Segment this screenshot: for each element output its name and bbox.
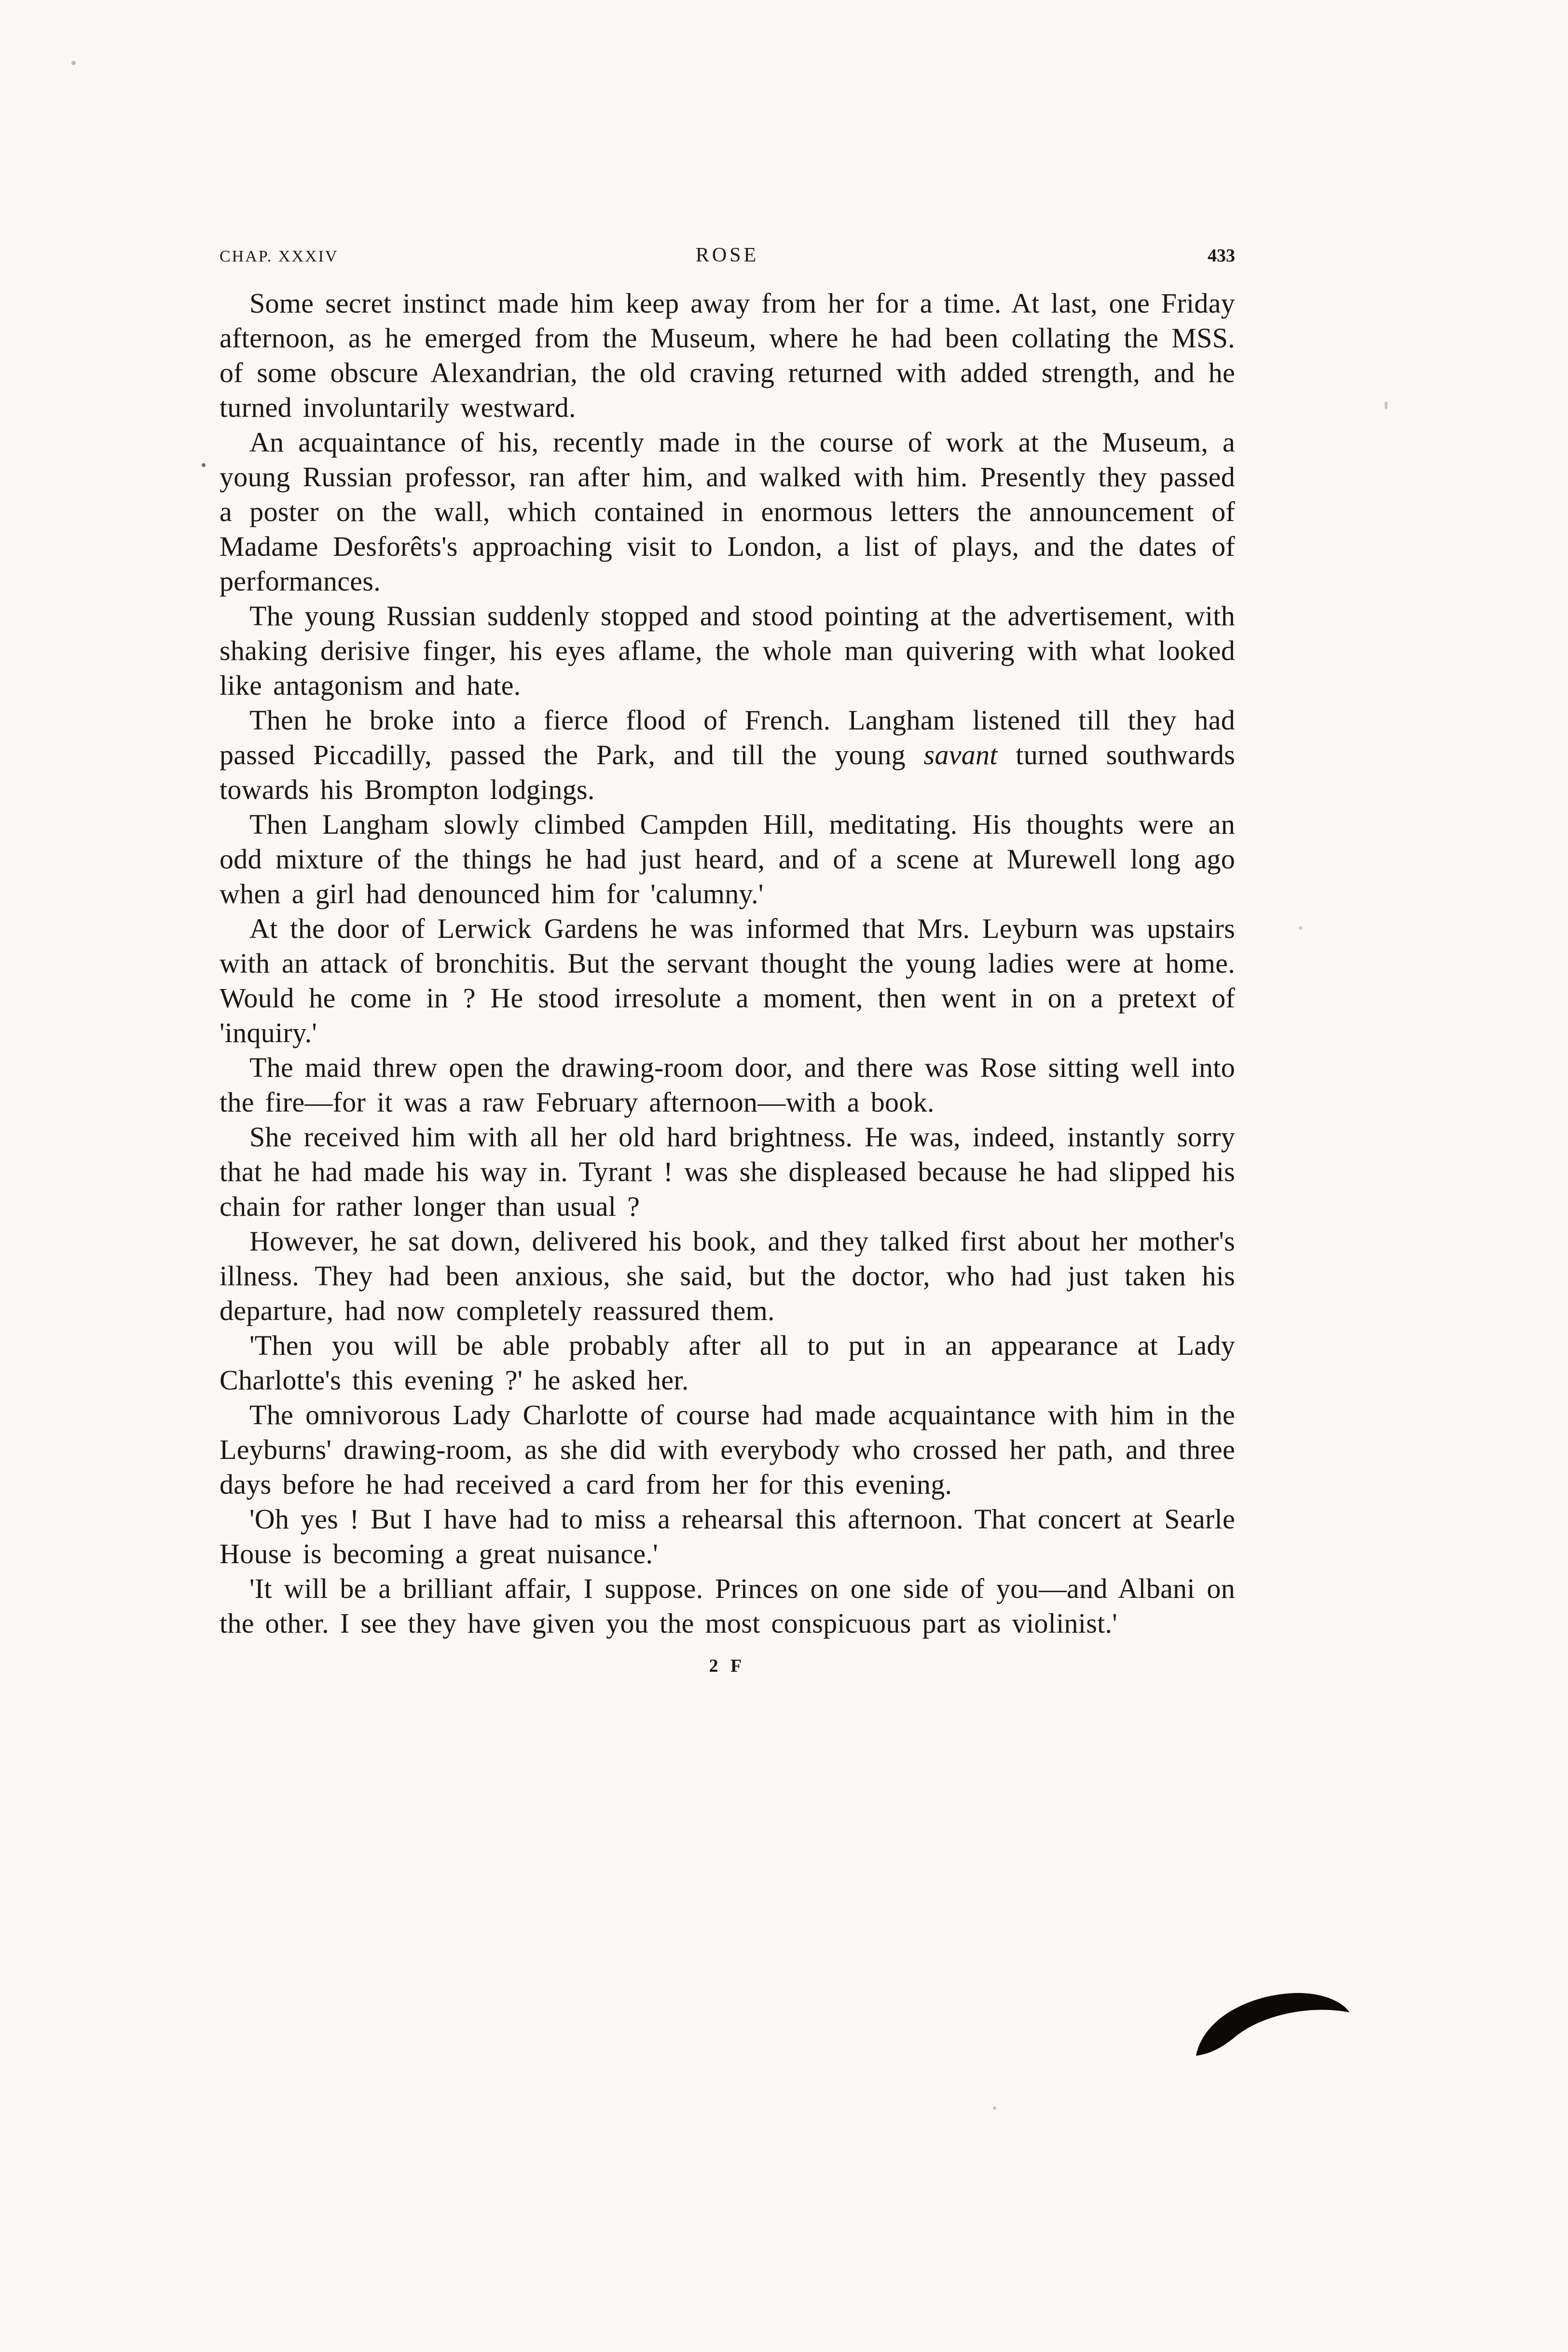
page-header xyxy=(220,244,1235,267)
paragraph: Then Langham slowly climbed Campden Hill, meditating. His thoughts were an odd mixture of the things he had just heard, and of a scene at Murewell long ago when a girl had denounced him for 'calumny.' xyxy=(220,809,1235,909)
paragraph: However, he sat down, delivered his book, and they talked first about her mother's illness. They had been anxious, she said, but the doctor, who had just taken his departure, had now completely reassured them. xyxy=(220,1225,1235,1326)
paragraph: Some secret instinct made him keep away from her for a time. At last, one Friday afternoon, as he emerged from the Museum, where he had been collating the MSS. of some obscure Alexandrian, the old craving returned with added strength, and he turned involuntarily westward. xyxy=(220,288,1235,423)
paragraph: The maid threw open the drawing-room door, and there was Rose sitting well into the fire—for it was a raw February afternoon—with a book. xyxy=(220,1052,1235,1118)
paragraph: The omnivorous Lady Charlotte of course had made acquaintance with him in the Leyburns' drawing-room, as she did with everybody who crossed her path, and three days before he had received a card from her for this evening. xyxy=(220,1399,1235,1500)
page xyxy=(220,244,1235,1677)
paragraph: Then he broke into a fierce flood of French. Langham listened till they had passed Piccadilly, passed the Park, and till the young savant turned southwards towards his Brompton lodgings. xyxy=(220,704,1236,805)
paragraph: 'Then you will be able probably after all to put in an appearance at Lady Charlotte's this evening ?' he asked her. xyxy=(220,1330,1235,1396)
paragraph: 'It will be a brilliant affair, I suppose. Princes on one side of you—and Albani on the other. I see they have given you the most conspicuous part as violinist.' xyxy=(220,1573,1235,1639)
scan-speck xyxy=(993,2106,996,2110)
paragraph: The young Russian suddenly stopped and stood pointing at the advertisement, with shaking derisive finger, his eyes aflame, the whole man quivering with what looked like antagonism and hate. xyxy=(220,600,1235,701)
paragraph: She received him with all her old hard brightness. He was, indeed, instantly sorry that he had made his way in. Tyrant ! was she displeased because he had slipped his chain for rather longer than usual ? xyxy=(220,1121,1235,1222)
scan-speck xyxy=(1299,926,1302,930)
running-title: ROSE xyxy=(695,244,759,266)
page-body xyxy=(220,286,1235,1641)
signature-mark: 2 F xyxy=(709,1656,746,1676)
scan-speck xyxy=(71,61,76,65)
chapter-label: CHAP. XXXIV xyxy=(220,248,339,265)
page-number: 433 xyxy=(1208,246,1235,266)
scan-speck xyxy=(1385,401,1388,409)
paragraph: 'Oh yes ! But I have had to miss a rehearsal this afternoon. That concert at Searle House is becoming a great nuisance.' xyxy=(220,1503,1235,1569)
paragraph: At the door of Lerwick Gardens he was informed that Mrs. Leyburn was upstairs with an attack of bronchitis. But the servant thought the young ladies were at home. Would he come in ? He stood irresolute a moment, then went in on a pretext of 'inquiry.' xyxy=(220,913,1235,1048)
paragraph: An acquaintance of his, recently made in the course of work at the Museum, a young Russian professor, ran after him, and walked with him. Presently they passed a poster on the wall, which contained in enormous letters the announcement of Madame Desforêts's approaching visit to London, a list of plays, and the dates of performances. xyxy=(220,426,1235,597)
scan-speck xyxy=(202,463,206,467)
ink-smudge xyxy=(1189,1990,1353,2063)
